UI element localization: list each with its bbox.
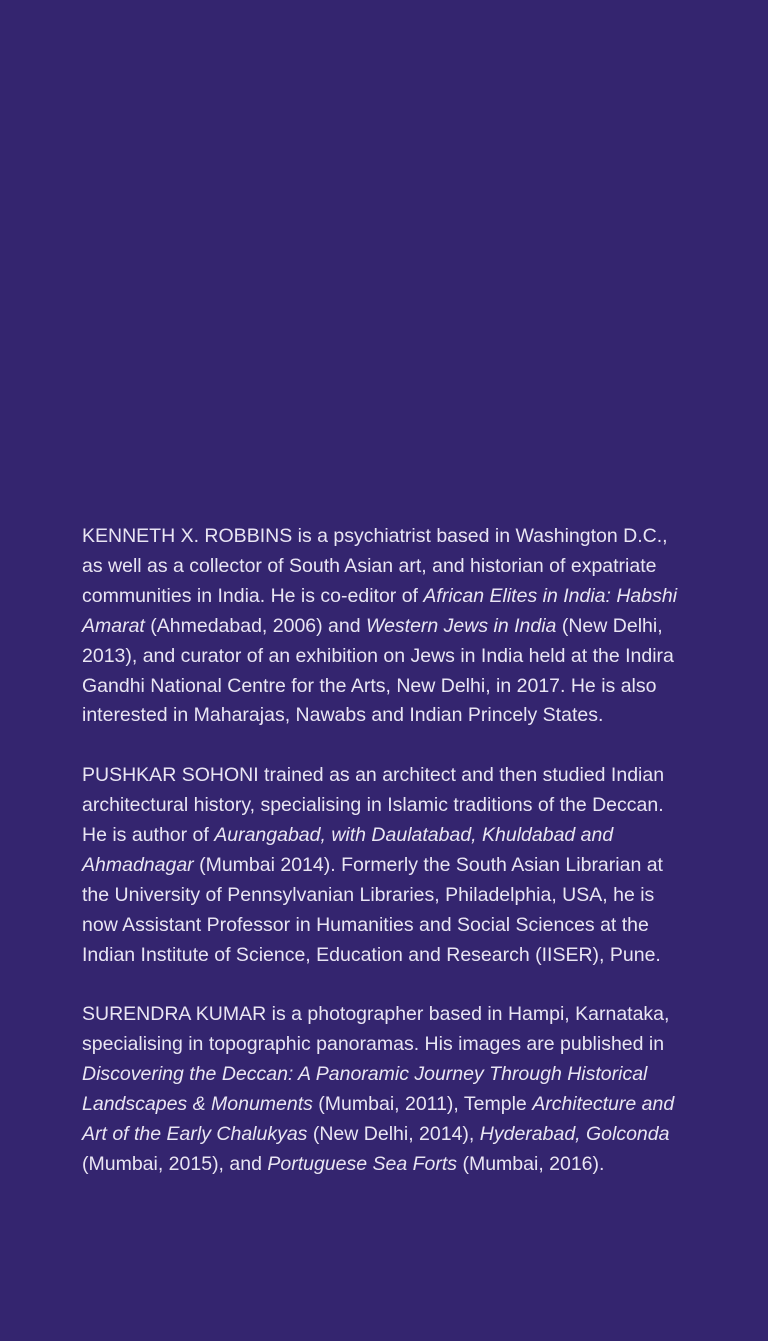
bio-pushkar-sohoni	[82, 761, 682, 970]
book-title: African Elites in India: Habshi Amarat	[82, 584, 678, 637]
bio-text: SURENDRA KUMAR is a photographer based in Hampi, Karnataka, specialising in topographic panoramas. His images are published in	[82, 1003, 670, 1056]
bio-surendra-kumar	[82, 1000, 682, 1179]
bio-text: (Mumbai, 2011), Temple	[312, 1093, 533, 1116]
book-title: Portuguese Sea Forts	[267, 1153, 458, 1175]
bio-text: (New Delhi, 2014),	[307, 1123, 480, 1146]
book-title: Architecture and Art of the Early Chalukyas	[82, 1093, 675, 1146]
book-title: Aurangabad, with Daulatabad, Khuldabad and Ahmadnagar	[82, 824, 614, 876]
book-title: Discovering the Deccan: A Panoramic Journey Through Historical Landscapes & Monuments	[82, 1063, 648, 1116]
bio-text: (Mumbai 2014). Formerly the South Asian Librarian at the University of Pennsylvanian Libraries, Philadelphia, USA, he is now Assistant Professor in Humanities and Social Sciences at the Indian Institute of Science, Education and Research (IISER), Pune.	[82, 853, 663, 966]
bio-text: (Mumbai, 2015), and	[82, 1153, 268, 1175]
bio-text: (New Delhi, 2013), and curator of an exhibition on Jews in India held at the Indira Gandhi National Centre for the Arts, New Delhi, in 2017. He is also interested in Maharajas, Nawabs and Indian Princely States.	[82, 614, 674, 727]
bio-text: KENNETH X. ROBBINS is a psychiatrist based in Washington D.C., as well as a collector of South Asian art, and historian of expatriate communities in India. He is co-editor of	[82, 525, 668, 607]
book-title: Western Jews in India	[366, 614, 557, 637]
bio-text: PUSHKAR SOHONI trained as an architect and then studied Indian architectural history, specialising in Islamic traditions of the Deccan. He is author of	[82, 764, 665, 847]
bio-text: (Mumbai, 2016).	[457, 1153, 605, 1175]
bio-text: (Ahmedabad, 2006) and	[144, 614, 367, 637]
book-title: Hyderabad, Golconda	[479, 1123, 670, 1146]
bio-kenneth-robbins	[82, 522, 682, 731]
author-bios	[82, 522, 682, 1180]
